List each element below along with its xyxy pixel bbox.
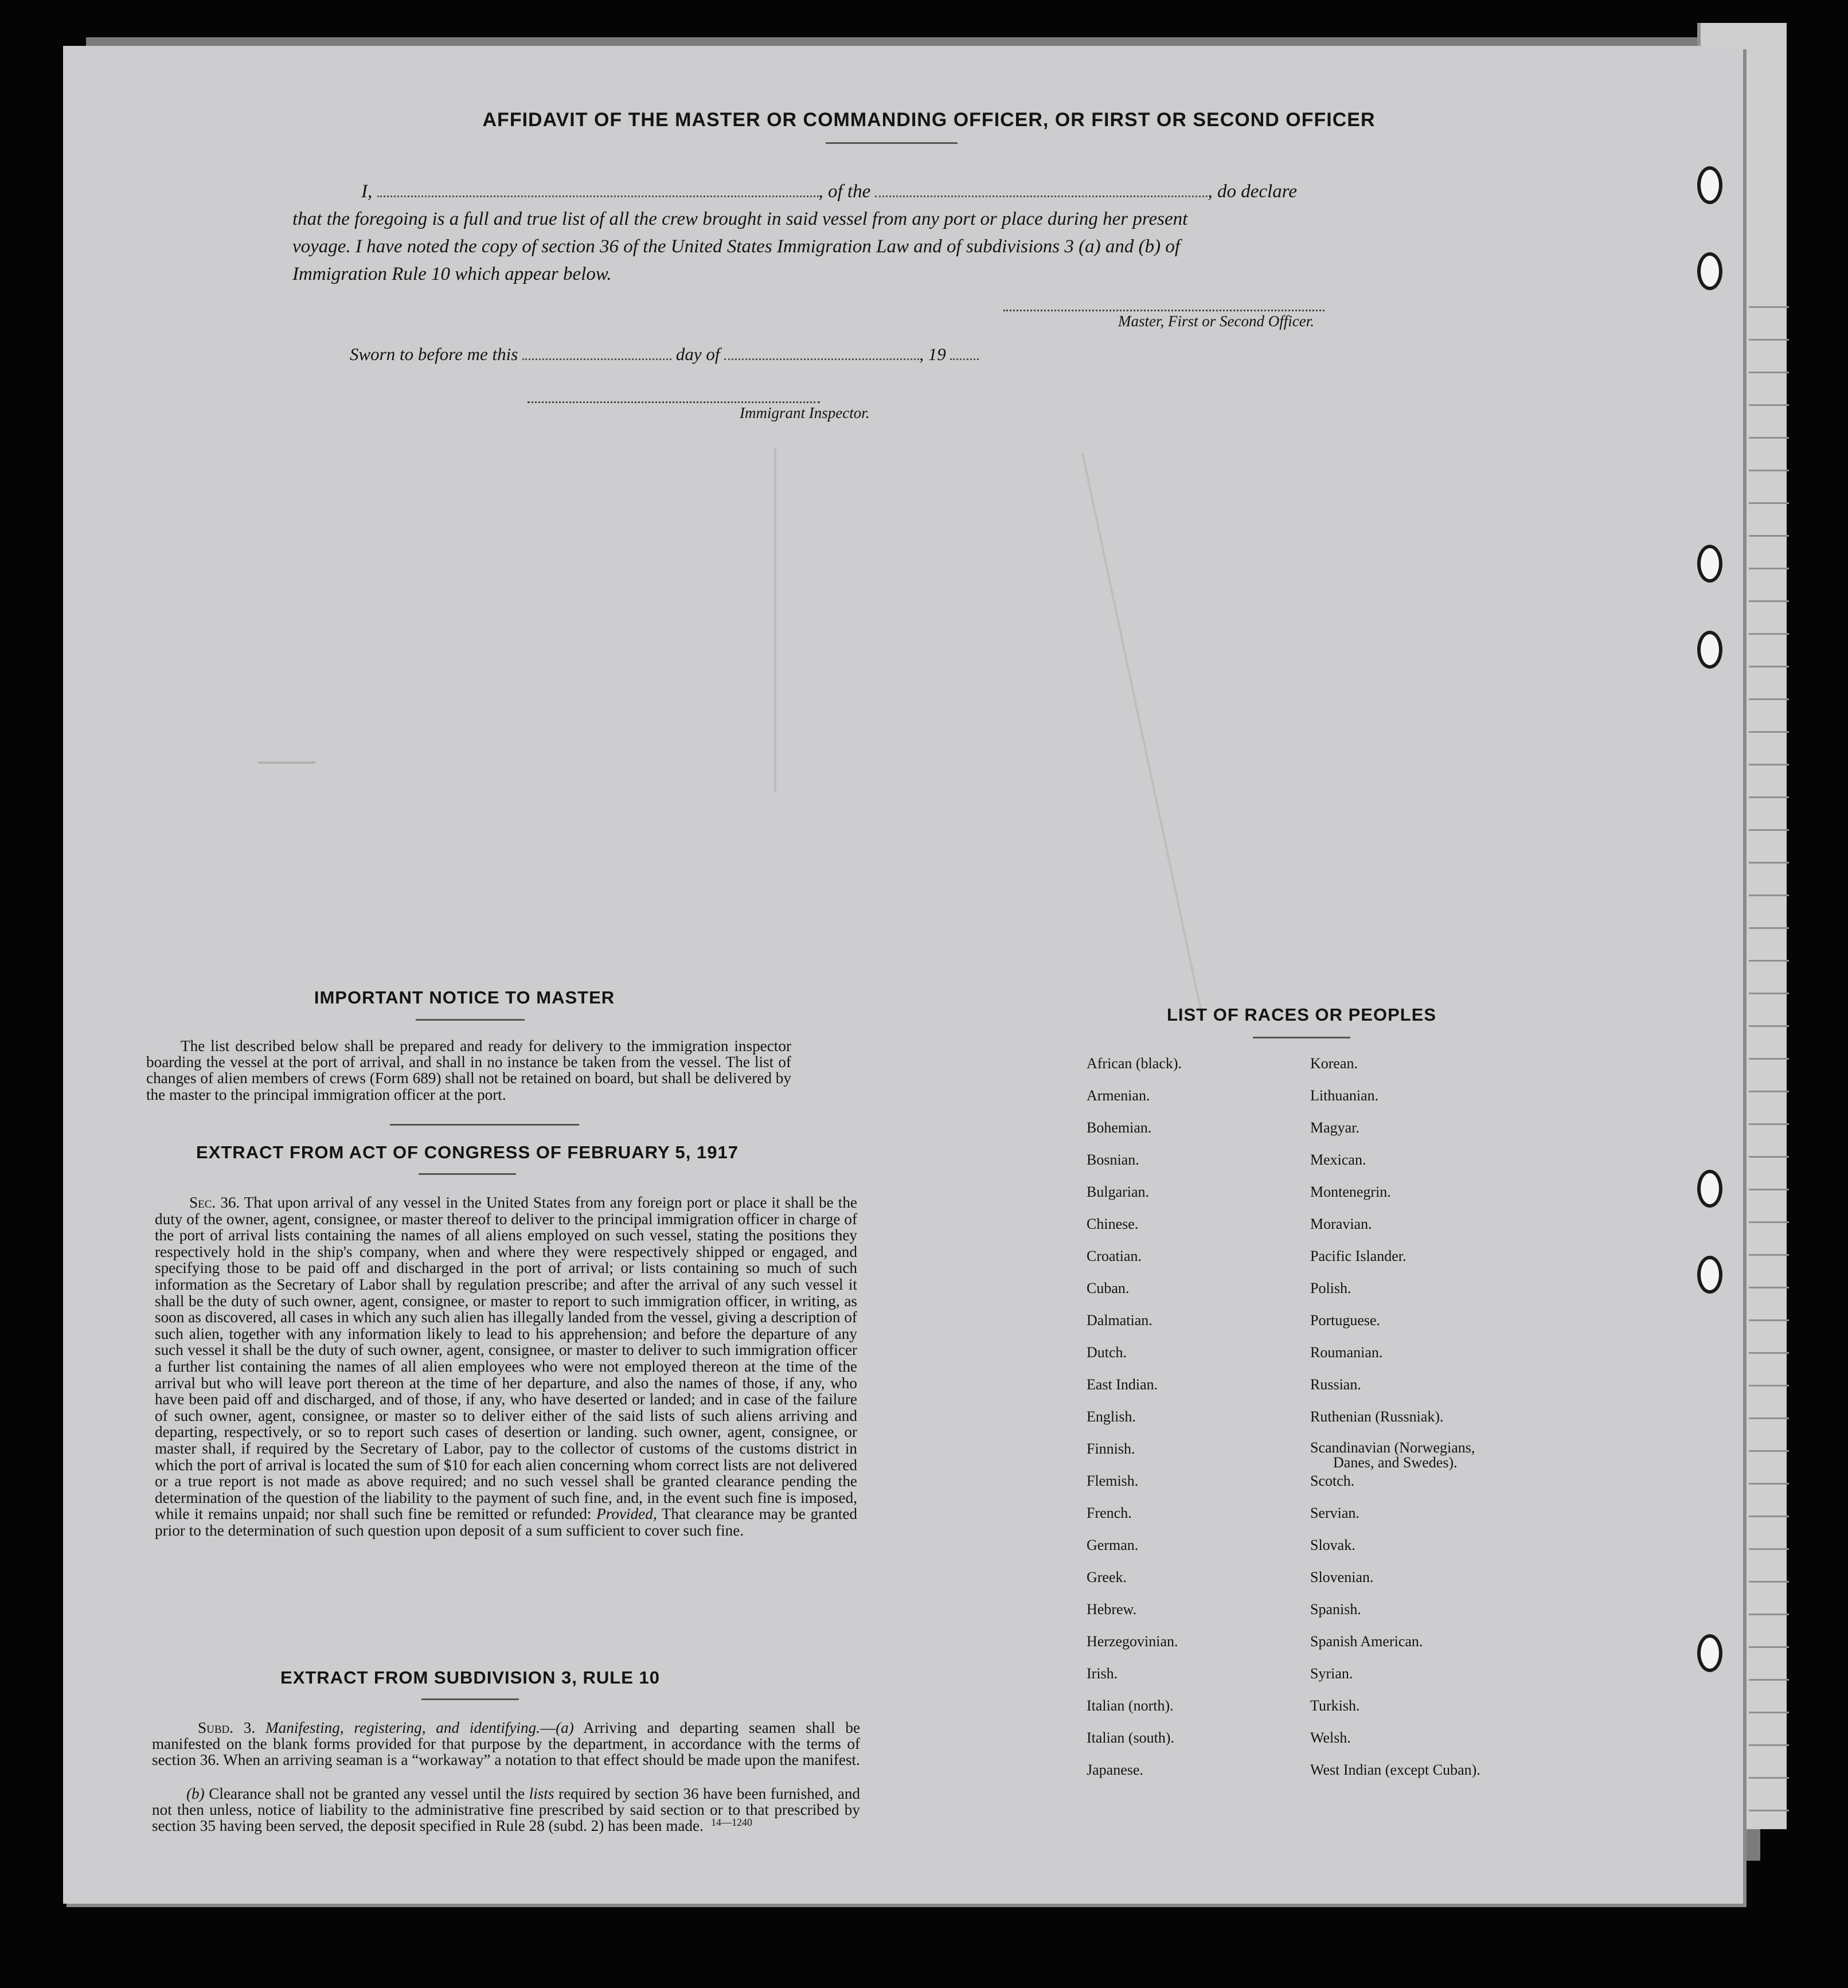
race-item: Flemish. [1087, 1473, 1139, 1489]
month-field[interactable] [724, 357, 919, 360]
subd-b-lists: lists [529, 1785, 554, 1802]
binder-hole [1697, 1634, 1722, 1672]
affidavit-declare: , do declare [1208, 181, 1297, 202]
race-item: Servian. [1310, 1505, 1359, 1521]
binder-hole [1697, 166, 1722, 204]
ruled-page-edge [1749, 275, 1789, 1823]
races-column-1 [1087, 1055, 1182, 1794]
races-divider [1253, 1037, 1350, 1038]
subdivision-a: Subd. 3. Manifesting, registering, and identifying.—(a) Arriving and departing seamen shall be manifested on the blank forms provided for that purpose by the department, in accordance with the terms of section 36. When an arriving seaman is a “workaway” a notation to that effect should be made upon the manifest. [152, 1719, 861, 1768]
year-prefix: , 19 [919, 344, 946, 364]
race-item: German. [1087, 1537, 1139, 1553]
race-item: Japanese. [1087, 1762, 1143, 1778]
year-field[interactable] [950, 357, 979, 360]
race-item: Spanish American. [1310, 1633, 1423, 1650]
section-label: Sec. 36. [189, 1194, 240, 1211]
act-text-1: That upon arrival of any vessel in the United States from any foreign port or place it shall be the duty of the owner, agent, consignee, or master thereof to deliver to the principal immigration officer in charge of the port of arrival lists containing the names of all aliens employed on such vessel, stating the positions they respectively hold in the ship's company, when and where they were respectively shipped or engaged, and specifying those to be paid off and discharged in the port of arrival; or lists containing so much of such information as the Secretary of Labor shall by regulation prescribe; and after the arrival of any such vessel it shall be the duty of such owner, agent, consignee, or master to report to such immigration officer, in writing, as soon as discovered, all cases in which any such alien has illegally landed from the vessel, giving a description of such alien, together with any information likely to lead to his apprehension; and before the departure of any such vessel it shall be the duty of such owner, agent, consignee, or master to deliver to such immigration officer a further list containing the names of all alien employees who were not employed thereon at the time of the arrival but who will leave port thereon at the time of her departure, and also the names of those, if any, who have been paid off and discharged, and of those, if any, who have deserted or landed; and in case of the failure of such owner, agent, consignee, or master so to deliver either of the said lists of such aliens arriving and departing, respectively, or so to report such cases of desertion or landing. such owner, agent, consignee, or master shall, if required by the Secretary of Labor, pay to the collector of customs of the customs district in which the port of arrival is located the sum of $10 for each alien concerning whom correct lists are not delivered or a true report is not made as above required; and no such vessel shall be granted clearance pending the determination of the question of the liability to the payment of such fine, and, in the event such fine is imposed, while it remains unpaid; nor shall such fine be remitted or refunded: [155, 1194, 857, 1523]
notice-heading: IMPORTANT NOTICE TO MASTER [314, 987, 615, 1007]
race-item: Portuguese. [1310, 1312, 1381, 1329]
affidavit-body [292, 178, 1433, 288]
subd-b-text-2: required by section 36 have been furnished, and not then unless, notice of liability to the administrative fine prescribed by said section or to that prescribed by section 35 having been served, the deposit specified in Rule 28 (subd. 2) has been made. [152, 1785, 861, 1834]
race-item: Hebrew. [1087, 1601, 1137, 1618]
race-item: Welsh. [1310, 1729, 1351, 1746]
scandinavian-line-1: Scandinavian (Norwegians, [1310, 1439, 1475, 1456]
signature-caption: Master, First or Second Officer. [1118, 313, 1314, 330]
race-item: African (black). [1087, 1055, 1182, 1072]
races-heading: LIST OF RACES OR PEOPLES [1166, 1005, 1437, 1025]
form-number: 14—1240 [711, 1817, 752, 1828]
race-item: Cuban. [1087, 1280, 1130, 1296]
race-item: Dutch. [1087, 1344, 1127, 1361]
race-item: Russian. [1310, 1376, 1361, 1393]
race-item: Slovak. [1310, 1537, 1355, 1553]
binder-hole [1697, 631, 1722, 669]
affidavit-title: AFFIDAVIT OF THE MASTER OR COMMANDING OFFICER, OR FIRST OR SECOND OFFICER [482, 109, 1376, 131]
officer-name-field[interactable] [377, 194, 819, 197]
title-divider [826, 142, 958, 144]
race-item: East Indian. [1087, 1376, 1158, 1393]
day-of-text: day of [675, 344, 720, 364]
race-item: Irish. [1087, 1665, 1118, 1682]
affidavit-line-2: that the foregoing is a full and true list of all the crew brought in said vessel from any port or place during her present [292, 209, 1188, 229]
race-item: Bosnian. [1087, 1151, 1139, 1168]
race-item: French. [1087, 1505, 1132, 1521]
race-item: Pacific Islander. [1310, 1248, 1406, 1264]
binder-hole [1697, 252, 1722, 290]
subd-b-text-1: Clearance shall not be granted any vessel until the [209, 1785, 525, 1802]
scan-mark [258, 761, 315, 764]
subd-a-label: (a) [556, 1719, 574, 1736]
race-item: Bohemian. [1087, 1119, 1152, 1136]
affidavit-i: I, [361, 181, 373, 202]
subdivision-heading: EXTRACT FROM SUBDIVISION 3, RULE 10 [280, 1667, 660, 1688]
race-item: Roumanian. [1310, 1344, 1383, 1361]
subd-title: Manifesting, registering, and identifying. [265, 1719, 540, 1736]
race-item: Moravian. [1310, 1216, 1372, 1232]
act-divider [419, 1173, 516, 1175]
subdivision-b [152, 1786, 860, 1834]
binder-hole [1697, 1256, 1722, 1294]
day-field[interactable] [522, 357, 671, 360]
affidavit-line-4: Immigration Rule 10 which appear below. [292, 264, 612, 284]
affidavit-of-the: , of the [818, 181, 871, 202]
race-item: Italian (south). [1087, 1729, 1175, 1746]
race-item: Slovenian. [1310, 1569, 1374, 1585]
proviso: Provided, [596, 1505, 657, 1523]
scan-mark [774, 447, 776, 791]
subd-label: Subd. 3. [198, 1719, 256, 1736]
race-item: Mexican. [1310, 1151, 1366, 1168]
subdivision-divider [421, 1698, 519, 1700]
sworn-line [350, 344, 979, 365]
subd-b-label: (b) [186, 1785, 205, 1802]
form-page [63, 46, 1743, 1904]
race-item: Scotch. [1310, 1473, 1355, 1489]
race-item: West Indian (except Cuban). [1310, 1762, 1480, 1778]
race-item: Ruthenian (Russniak). [1310, 1408, 1444, 1425]
race-item: Greek. [1087, 1569, 1127, 1585]
races-column-2 [1310, 1055, 1480, 1794]
signature-line[interactable] [1003, 310, 1325, 311]
inspector-signature-line[interactable] [528, 401, 820, 403]
binder-hole [1697, 545, 1722, 583]
race-item: English. [1087, 1408, 1136, 1425]
race-item: Korean. [1310, 1055, 1358, 1072]
race-item: Montenegrin. [1310, 1184, 1391, 1200]
race-item: Turkish. [1310, 1697, 1360, 1714]
notice-end-rule [390, 1124, 579, 1126]
vessel-name-field[interactable] [875, 194, 1208, 197]
race-item: Armenian. [1087, 1087, 1150, 1104]
sworn-text: Sworn to before me this [350, 344, 518, 364]
notice-body: The list described below shall be prepared and ready for delivery to the immigration inspector boarding the vessel at the port of arrival, and shall in no instance be taken from the vessel. The list of changes of alien members of crews (Form 689) shall not be retained on board, but shall be delivered by the master to the principal immigration officer at the port. [146, 1037, 791, 1103]
race-item: Italian (north). [1087, 1697, 1174, 1714]
act-heading: EXTRACT FROM ACT OF CONGRESS OF FEBRUARY 5, 1917 [196, 1142, 739, 1162]
affidavit-line-3: voyage. I have noted the copy of section 36 of the United States Immigration Law and of subdivisions 3 (a) and (b) of [292, 236, 1181, 257]
scan-mark [1081, 454, 1203, 1015]
notice-divider [416, 1019, 525, 1021]
scandinavian-line-2: Danes, and Swedes). [1333, 1454, 1458, 1471]
race-item-scandinavian [1310, 1440, 1480, 1473]
race-item: Lithuanian. [1310, 1087, 1379, 1104]
race-item: Bulgarian. [1087, 1184, 1150, 1200]
act-body [155, 1194, 857, 1538]
race-item: Chinese. [1087, 1216, 1139, 1232]
race-item: Dalmatian. [1087, 1312, 1152, 1329]
race-item: Spanish. [1310, 1601, 1361, 1618]
race-item: Finnish. [1087, 1440, 1135, 1457]
race-item: Magyar. [1310, 1119, 1359, 1136]
subd-a-text: Arriving and departing seamen shall be manifested on the blank forms provided for that purpose by the department, in accordance with the terms of section 36. When an arriving seaman is a “workaway” a notation to that effect should be made upon the manifest. [152, 1719, 861, 1768]
inspector-caption: Immigrant Inspector. [740, 404, 870, 421]
race-item: Syrian. [1310, 1665, 1353, 1682]
race-item: Croatian. [1087, 1248, 1142, 1264]
binder-hole [1697, 1170, 1722, 1208]
act-text-2: That clearance may be granted prior to the determination of such question upon deposit of a sum sufficient to cover such fine. [155, 1505, 858, 1539]
race-item: Herzegovinian. [1087, 1633, 1178, 1650]
race-item: Polish. [1310, 1280, 1351, 1296]
